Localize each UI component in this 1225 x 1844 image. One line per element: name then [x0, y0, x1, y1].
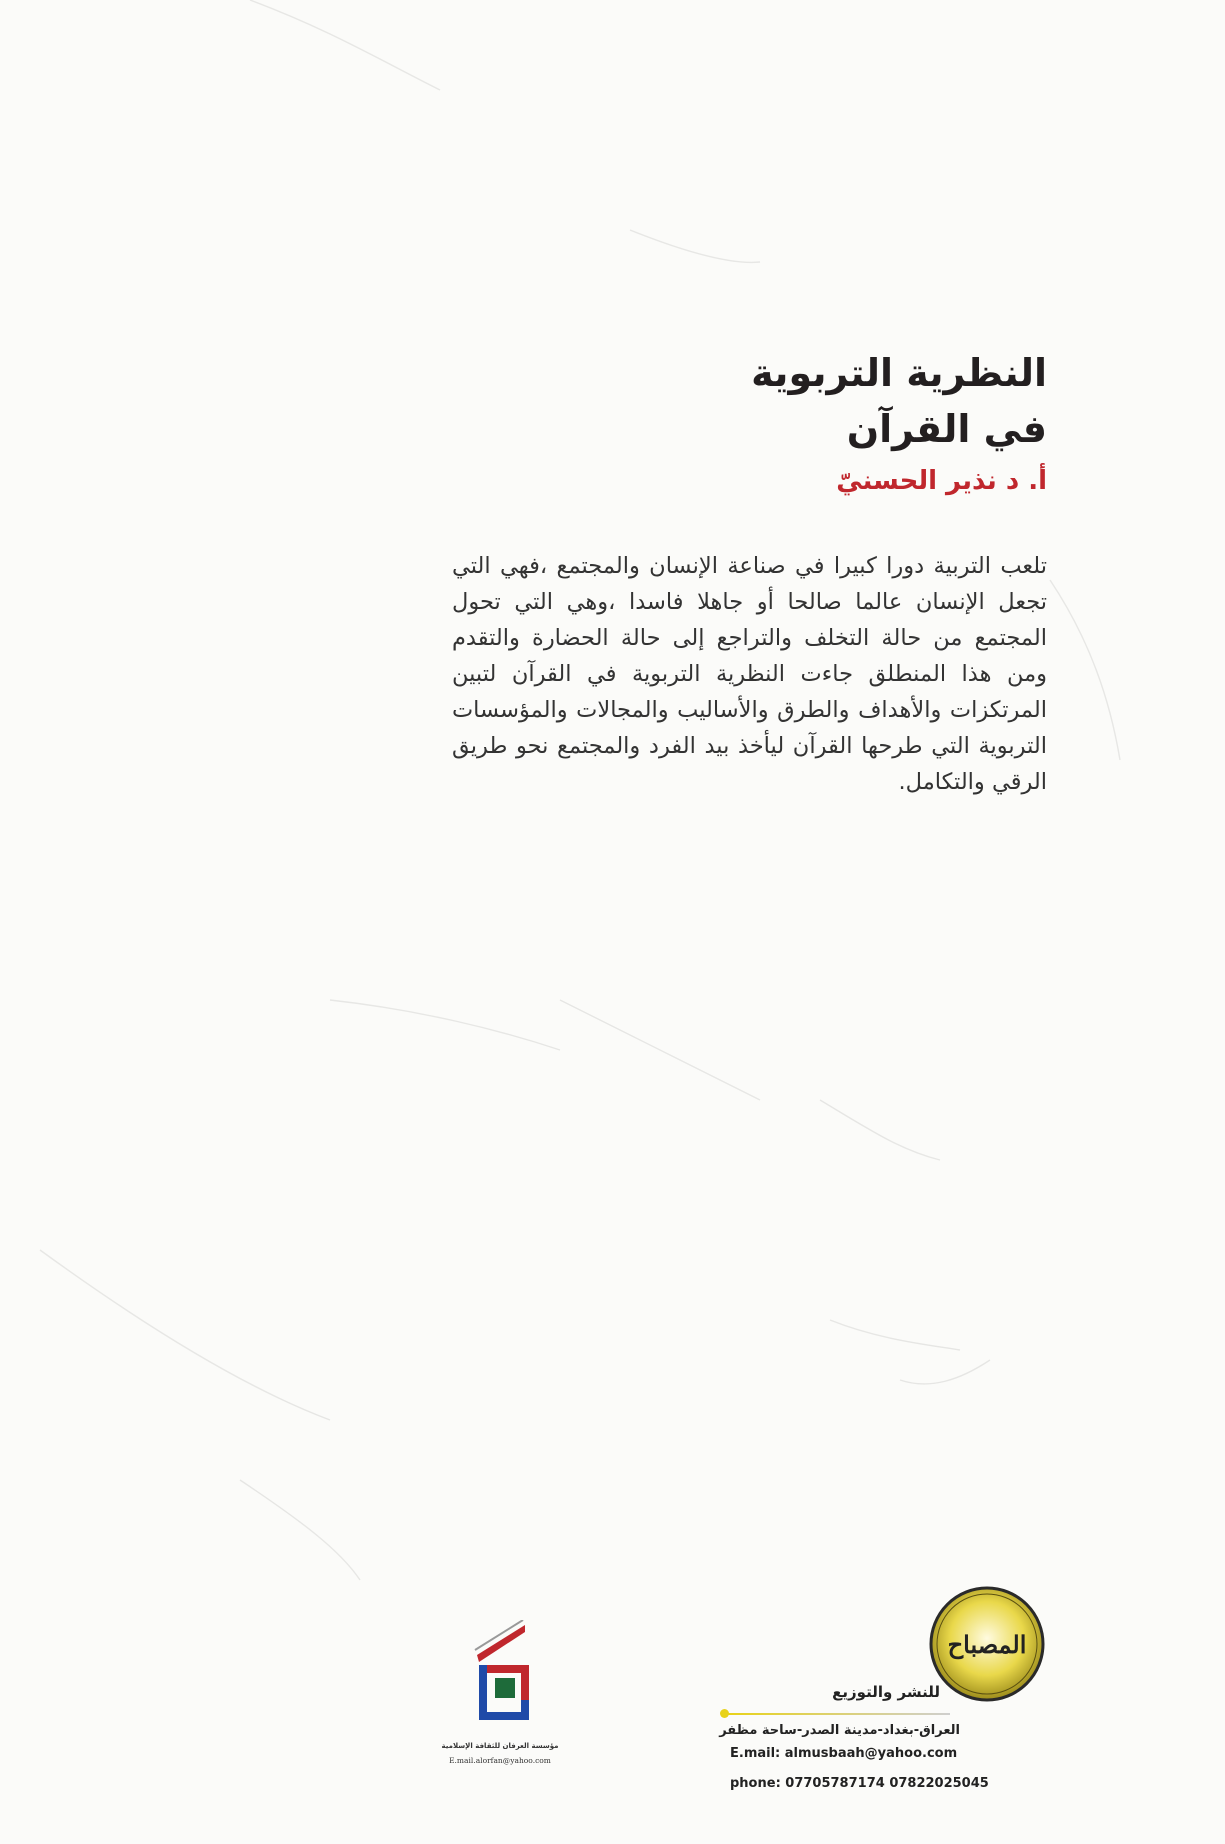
cover-title-block: [547, 345, 1047, 503]
publisher-email: E.mail: almusbaah@yahoo.com: [730, 1746, 958, 1761]
publisher-phone: phone: 07705787174 07822025045: [730, 1776, 989, 1791]
publisher-address: العراق-بغداد-مدينة الصدر-ساحة مظفر: [719, 1723, 960, 1738]
author-name: أ. د نذير الحسنيّ: [836, 466, 1047, 496]
book-logo-icon: [465, 1620, 545, 1740]
publisher-left-name: مؤسسة العرفان للثقافة الإسلامية: [441, 1742, 559, 1750]
accent-divider: [728, 1713, 950, 1715]
lamp-seal-icon: [928, 1585, 1046, 1703]
publisher-almusbaah: [718, 1585, 1048, 1791]
publisher-left-email: E.mail.alorfan@yahoo.com: [449, 1756, 551, 1765]
publisher-logo-text: المصباح: [947, 1630, 1027, 1659]
back-cover-blurb: تلعب التربية دورا كبيرا في صناعة الإنسان والمجتمع ،فهي التي تجعل الإنسان عالما صالحا أو جاهلا فاسدا ،وهي التي تحول المجتمع من حالة التخلف والتراجع إلى حالة الحضارة والتقدم ومن هذا المنطلق جاءت النظرية التربوية في القرآن لتبين المرتكزات والأهداف والطرق والأساليب والمجالات والمؤسسات التربوية التي طرحها القرآن ليأخذ بيد الفرد والمجتمع نحو طريق الرقي والتكامل.: [452, 553, 1047, 795]
book-title-line-2: في القرآن: [846, 407, 1047, 451]
publisher-alorfan: [430, 1620, 570, 1780]
book-title-line-1: النظرية التربوية: [751, 351, 1047, 395]
publisher-tagline: للنشر والتوزيع: [832, 1683, 940, 1701]
